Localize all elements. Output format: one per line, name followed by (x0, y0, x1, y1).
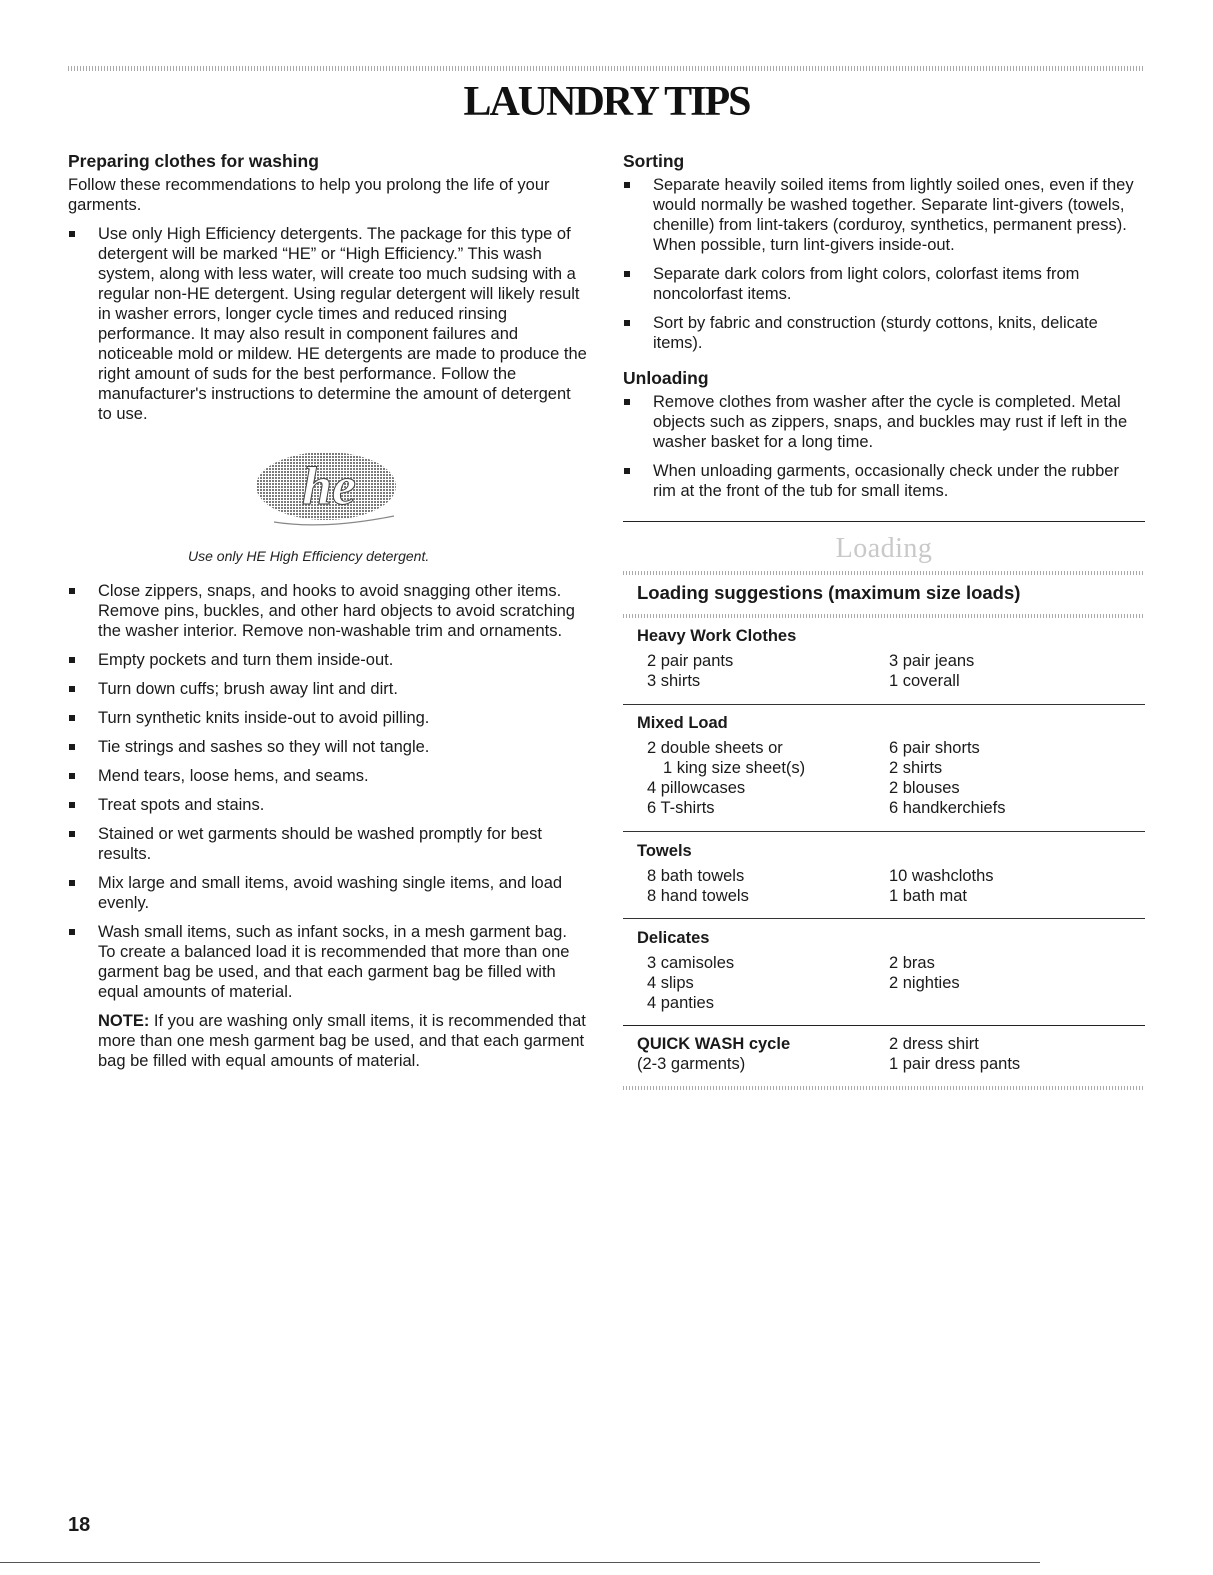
list-item (68, 679, 588, 699)
table-cell: 2 bras (889, 954, 935, 972)
bullet-square-icon (69, 802, 75, 808)
table-cell: 8 bath towels (647, 867, 745, 885)
bullet-square-icon (69, 588, 75, 594)
divider (623, 521, 1145, 522)
list-item (623, 392, 1145, 452)
table-row (637, 738, 1137, 758)
page-title: LAUNDRY TIPS (463, 79, 750, 125)
table-cell: 4 slips (647, 974, 694, 992)
list-item-text: When unloading garments, occasionally check under the rubber rim at the front of the tub for small items. (653, 462, 1119, 500)
divider (623, 704, 1145, 705)
table-cell: 2 shirts (889, 759, 943, 777)
list-item-text: Stained or wet garments should be washed promptly for best results. (98, 825, 542, 863)
list-item-text: Tie strings and sashes so they will not tangle. (98, 738, 430, 756)
bottom-dither-rule (623, 1086, 1145, 1090)
loading-subtitle: Loading suggestions (maximum size loads) (637, 582, 1021, 603)
quick-wash-label: QUICK WASH cycle (637, 1035, 791, 1053)
he-logo-icon (254, 450, 404, 530)
loading-section-title: Loading (835, 533, 933, 564)
list-item-text: Remove clothes from washer after the cycle is completed. Metal objects such as zippers, snaps, and buckles may rust if left in the washer basket for a long time. (653, 393, 1128, 451)
table-cell: 6 pair shorts (889, 739, 980, 757)
list-item (68, 873, 588, 913)
table-row (637, 778, 1137, 798)
bullet-square-icon (69, 831, 75, 837)
list-item-text: Sort by fabric and construction (sturdy cottons, knits, delicate items). (653, 314, 1098, 352)
table-row (637, 671, 1137, 691)
bullet-square-icon (69, 929, 75, 935)
table-cell: 2 double sheets or (647, 739, 783, 757)
table-cell: 1 pair dress pants (889, 1055, 1021, 1073)
table-cell: 2 dress shirt (889, 1035, 979, 1053)
note-label: NOTE: (98, 1012, 150, 1030)
list-item (623, 313, 1145, 353)
top-dither-rule (68, 66, 1145, 71)
table-cell: 3 shirts (647, 672, 701, 690)
heavy-work-clothes-group (637, 625, 1137, 691)
list-item (68, 581, 588, 641)
table-row (637, 993, 1137, 1013)
table-cell: 4 pillowcases (647, 779, 746, 797)
table-cell (879, 993, 1137, 1013)
bullet-square-icon (69, 657, 75, 663)
mixed-load-group (637, 712, 1137, 818)
list-item (68, 737, 588, 757)
bullet-square-icon (69, 231, 75, 237)
table-cell: 6 T-shirts (647, 799, 715, 817)
group-heading: Towels (637, 842, 692, 860)
bullet-square-icon (69, 773, 75, 779)
preparing-section (68, 150, 588, 424)
group-heading: Mixed Load (637, 714, 728, 732)
list-item-text: Wash small items, such as infant socks, in a mesh garment bag. To create a balanced load it is recommended that more than one garment bag be used, and that each garment bag be filled with equal amounts of material. (98, 923, 570, 1001)
delicates-group (637, 927, 1137, 1013)
unloading-heading: Unloading (623, 368, 709, 388)
page-footer-rule (0, 1562, 1040, 1563)
list-item (68, 766, 588, 786)
divider (623, 831, 1145, 832)
loading-dither-rule-2 (623, 614, 1145, 618)
list-item (623, 461, 1145, 501)
list-item (68, 650, 588, 670)
group-heading: Heavy Work Clothes (637, 627, 797, 645)
list-item-text: Separate heavily soiled items from lightly soiled ones, even if they would normally be washed together. Separate lint-givers (towels, chenille) from lint-takers (corduroy, synthetics, permanent press). When possible, turn lint-givers inside-out. (653, 176, 1134, 254)
list-item-text: Mend tears, loose hems, and seams. (98, 767, 369, 785)
svg-text:he: he (302, 456, 356, 516)
page-number: 18 (68, 1514, 91, 1536)
list-item-text: Turn down cuffs; brush away lint and dirt. (98, 680, 398, 698)
table-cell: 6 handkerchiefs (889, 799, 1006, 817)
table-row (637, 1054, 1137, 1074)
group-heading: Delicates (637, 929, 710, 947)
table-row (637, 1034, 1137, 1054)
bullet-square-icon (69, 715, 75, 721)
list-item (68, 824, 588, 864)
bullet-square-icon (69, 744, 75, 750)
table-row (637, 953, 1137, 973)
sorting-unloading-section (623, 150, 1145, 501)
bullet-square-icon (69, 880, 75, 886)
bullet-square-icon (624, 468, 630, 474)
list-item-text: Treat spots and stains. (98, 796, 265, 814)
table-row (637, 798, 1137, 818)
table-cell: 1 coverall (889, 672, 960, 690)
sorting-heading: Sorting (623, 151, 685, 171)
list-item (68, 922, 588, 1002)
list-item (623, 175, 1145, 255)
list-item-text: Mix large and small items, avoid washing single items, and load evenly. (98, 874, 563, 912)
list-item (68, 795, 588, 815)
table-row (637, 866, 1137, 886)
list-item-text: Separate dark colors from light colors, colorfast items from noncolorfast items. (653, 265, 1080, 303)
table-cell: 2 pair pants (647, 652, 734, 670)
table-cell: 3 pair jeans (889, 652, 975, 670)
bullet-square-icon (69, 686, 75, 692)
he-caption: Use only HE High Efficiency detergent. (188, 548, 430, 564)
towels-group (637, 840, 1137, 906)
loading-dither-rule (623, 571, 1145, 575)
table-row (637, 651, 1137, 671)
he-detergent-text: Use only High Efficiency detergents. The package for this type of detergent will be marked “HE” or “High Efficiency.” This wash system, along with less water, will create too much sudsing with a regular non-HE detergent. Using regular detergent will likely result in washer errors, longer cycle times and reduced rinsing performance. It may also result in component failures and noticeable mold or mildew. HE detergents are made to produce the right amount of suds for the best performance. Follow the manufacturer's instructions to determine the amount of detergent to use. (98, 225, 587, 423)
table-cell: 1 bath mat (889, 887, 967, 905)
bullet-square-icon (624, 320, 630, 326)
table-cell: 1 king size sheet(s) (663, 759, 806, 777)
table-cell: 2 nighties (889, 974, 960, 992)
list-item-text: Turn synthetic knits inside-out to avoid pilling. (98, 709, 430, 727)
bullet-square-icon (624, 182, 630, 188)
he-logo (254, 450, 404, 530)
table-row (637, 758, 1137, 778)
list-item (68, 708, 588, 728)
list-item-text: Close zippers, snaps, and hooks to avoid snagging other items. Remove pins, buckles, and other hard objects to avoid scratching the washer interior. Remove non-washable trim and ornaments. (98, 582, 575, 640)
list-item (623, 264, 1145, 304)
table-cell: 3 camisoles (647, 954, 735, 972)
he-detergent-bullet (68, 224, 588, 424)
divider (623, 1025, 1145, 1026)
divider (623, 918, 1145, 919)
table-cell: 4 panties (647, 994, 714, 1012)
note-paragraph (68, 1011, 588, 1071)
list-item-text: Empty pockets and turn them inside-out. (98, 651, 394, 669)
quick-wash-sub: (2-3 garments) (637, 1055, 746, 1073)
quick-wash-group (637, 1034, 1137, 1074)
note-text: If you are washing only small items, it is recommended that more than one mesh garment bag be used, and that each garment bag be filled with equal amounts of material. (98, 1012, 586, 1070)
preparing-intro: Follow these recommendations to help you prolong the life of your garments. (68, 176, 550, 214)
table-cell: 10 washcloths (889, 867, 994, 885)
table-cell: 2 blouses (889, 779, 960, 797)
table-cell: 8 hand towels (647, 887, 749, 905)
bullet-square-icon (624, 271, 630, 277)
preparing-heading: Preparing clothes for washing (68, 151, 319, 171)
table-row (637, 973, 1137, 993)
bullet-square-icon (624, 399, 630, 405)
table-row (637, 886, 1137, 906)
preparing-bullets (68, 576, 588, 1071)
